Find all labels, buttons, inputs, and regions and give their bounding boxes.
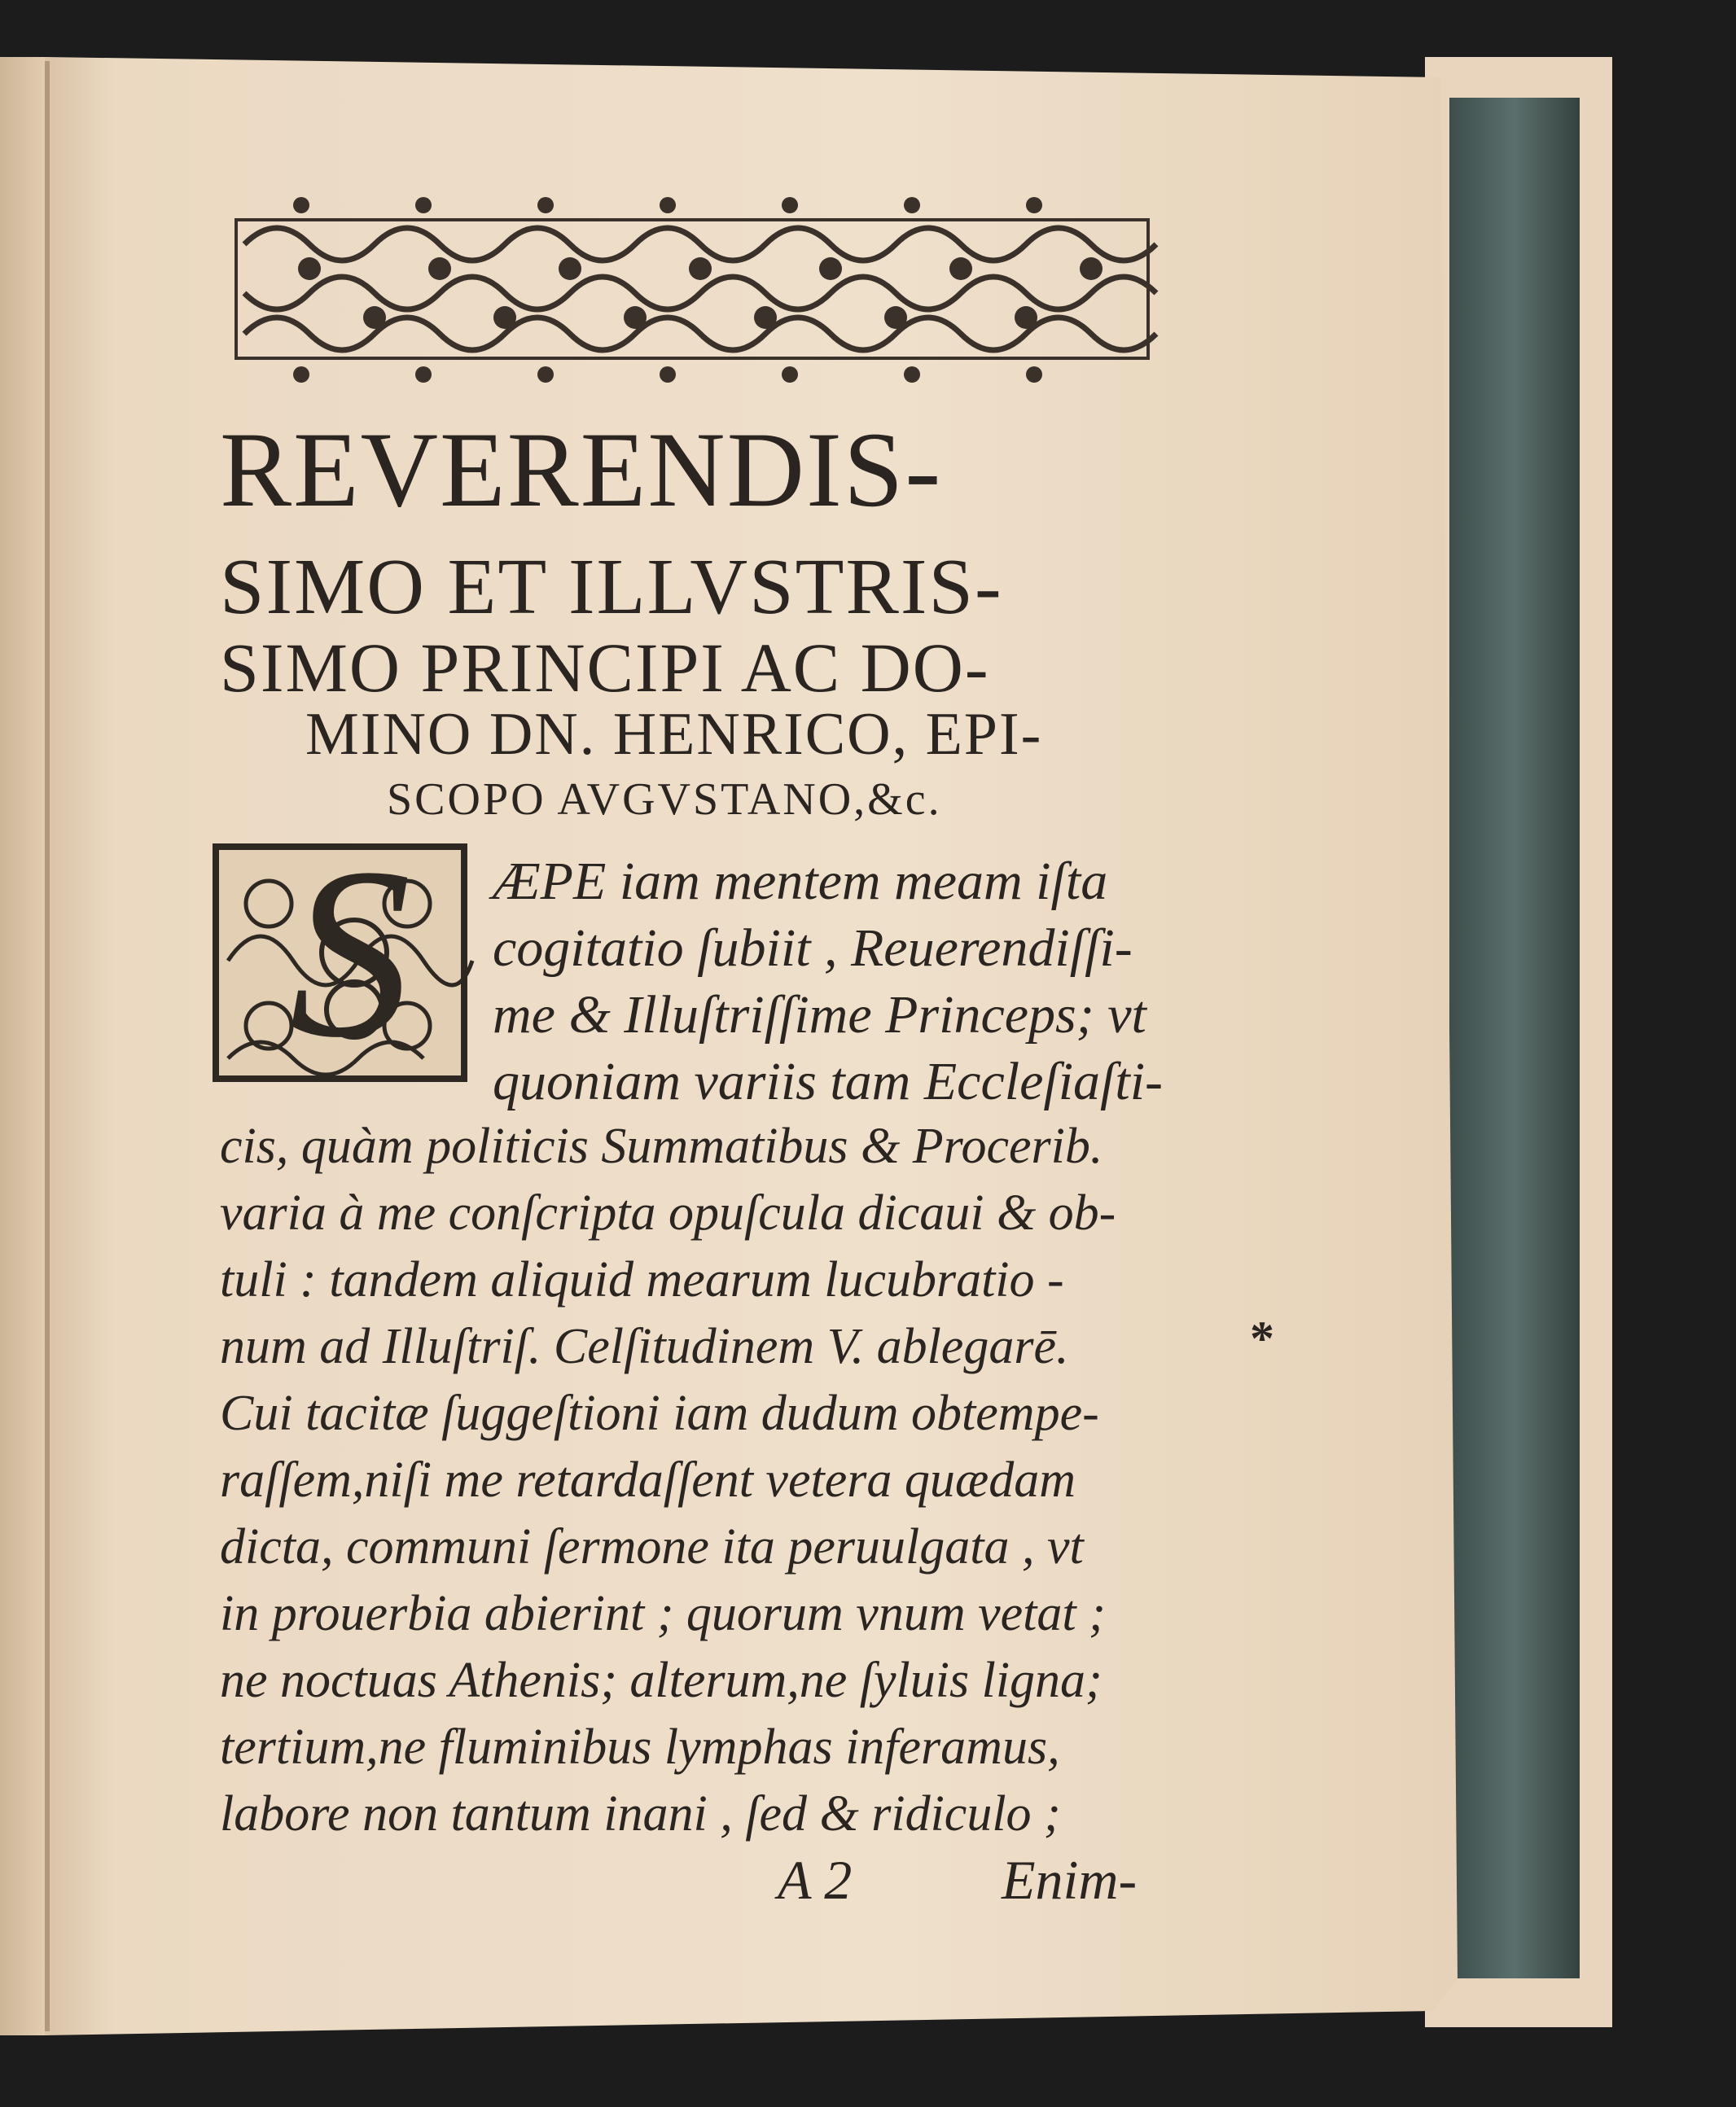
body-line-5: cis, quàm politicis Summatibus & Procerib. <box>220 1119 1103 1174</box>
heading-line-4: MINO DN. HENRICO, EPI- <box>305 701 1043 768</box>
body-line-13: ne noctuas Athenis; alterum,ne ſyluis ligna; <box>220 1653 1103 1708</box>
heading-line-2: SIMO ET ILLVSTRIS- <box>220 543 1003 631</box>
body-line-6: varia à me conſcripta opuſcula dicaui & ob- <box>220 1185 1116 1241</box>
body-line-7: tuli : tandem aliquid mearum lucubratio - <box>220 1252 1064 1308</box>
body-line-1: ÆPE iam mentem meam iſta <box>493 852 1108 911</box>
heading-line-1: REVERENDIS- <box>220 410 943 529</box>
body-line-15: labore non tantum inani , ſed & ridiculo ; <box>220 1786 1061 1842</box>
body-line-4: quoniam variis tam Eccleſiaſti- <box>493 1052 1164 1111</box>
body-line-14: tertium,ne fluminibus lymphas inferamus, <box>220 1719 1060 1775</box>
body-line-12: in prouerbia abierint ; quorum vnum vetat ; <box>220 1586 1106 1641</box>
body-line-9: Cui tacitæ ſuggeſtioni iam dudum obtempe- <box>220 1386 1099 1441</box>
heading-line-5: SCOPO AVGVSTANO,&c. <box>387 774 942 825</box>
initial-letter: S <box>289 817 411 1088</box>
body-line-8: num ad Illuſtriſ. Celſitudinem V. ablegarē. <box>220 1319 1069 1374</box>
body-line-3: me & Illuſtriſſime Princeps; vt <box>493 985 1146 1045</box>
margin-mark: * <box>1250 1312 1274 1365</box>
body-line-11: dicta, communi ſermone ita peruulgata , vt <box>220 1519 1084 1575</box>
body-line-2: cogitatio ſubiit , Reuerendiſſi- <box>493 918 1133 978</box>
signature-mark: A 2 <box>778 1849 853 1911</box>
body-line-10: raſſem,niſi me retardaſſent vetera quædam <box>220 1452 1076 1508</box>
catchword: Enim- <box>1002 1849 1138 1911</box>
heading-line-3: SIMO PRINCIPI AC DO- <box>220 629 990 707</box>
